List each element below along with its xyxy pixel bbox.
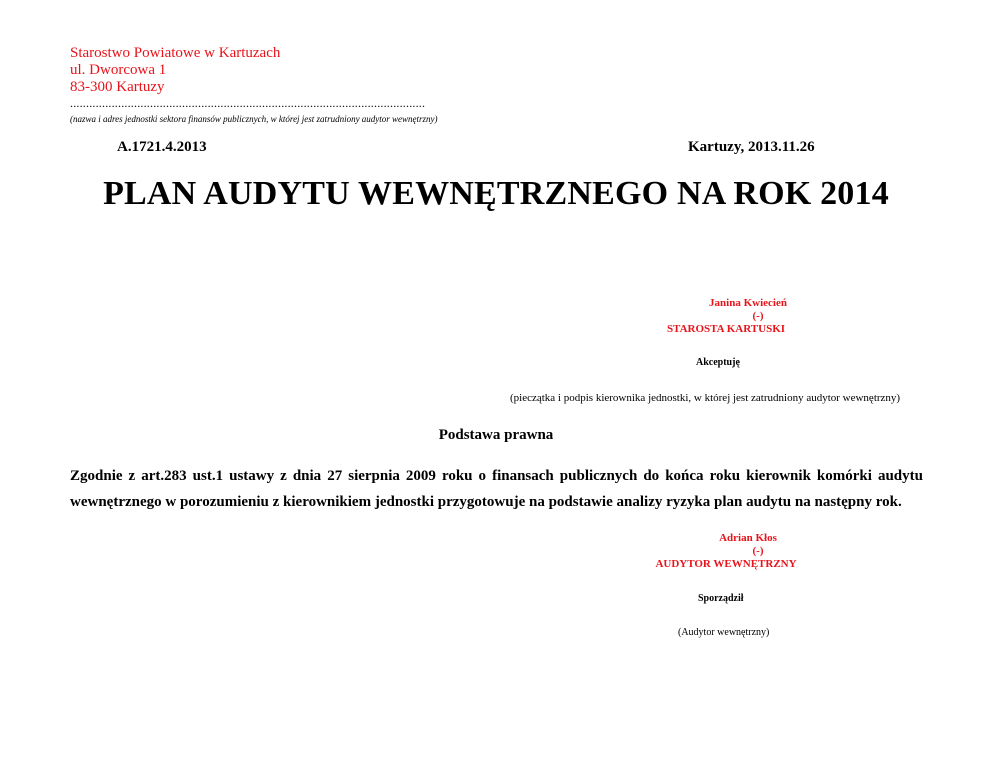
preparer-position: AUDYTOR WEWNĘTRZNY (655, 558, 797, 570)
approver-signature-mark: (-) (752, 310, 764, 322)
accept-label: Akceptuję (696, 357, 740, 368)
address-dotted-line: ............................................................................................................... (70, 96, 426, 110)
document-title: PLAN AUDYTU WEWNĘTRZNEGO NA ROK 2014 (103, 175, 889, 212)
approver-name: Janina Kwiecień (709, 297, 787, 309)
legal-basis-text: Zgodnie z art.283 ust.1 ustawy z dnia 27 sierpnia 2009 roku o finansach publicznych do końca roku kierownik komórki audytu wewnętrznego w porozumieniu z kierownikiem jednostki przygotowuje na podstawie analizy ryzyka plan audytu na następny rok. (70, 468, 923, 510)
preparer-signature (596, 532, 856, 571)
auditor-caption: (Audytor wewnętrzny) (678, 627, 770, 638)
case-number: A.1721.4.2013 (117, 139, 207, 155)
approval-signature (596, 297, 856, 336)
unit-city: 83-300 Kartuzy (70, 79, 165, 95)
preparer-signature-mark: (-) (752, 545, 764, 557)
unit-address (70, 45, 280, 96)
place-date: Kartuzy, 2013.11.26 (688, 139, 815, 155)
address-caption: (nazwa i adres jednostki sektora finansów publicznych, w której jest zatrudniony audytor wewnętrzny) (70, 114, 438, 124)
stamp-caption: (pieczątka i podpis kierownika jednostki, w której jest zatrudniony audytor wewnętrzny) (510, 392, 901, 404)
approver-position: STAROSTA KARTUSKI (666, 323, 786, 335)
unit-street: ul. Dworcowa 1 (70, 62, 167, 78)
prepared-label: Sporządził (698, 593, 744, 604)
preparer-name: Adrian Kłos (719, 532, 777, 544)
legal-basis-heading: Podstawa prawna (438, 427, 554, 443)
unit-name: Starostwo Powiatowe w Kartuzach (70, 45, 281, 61)
